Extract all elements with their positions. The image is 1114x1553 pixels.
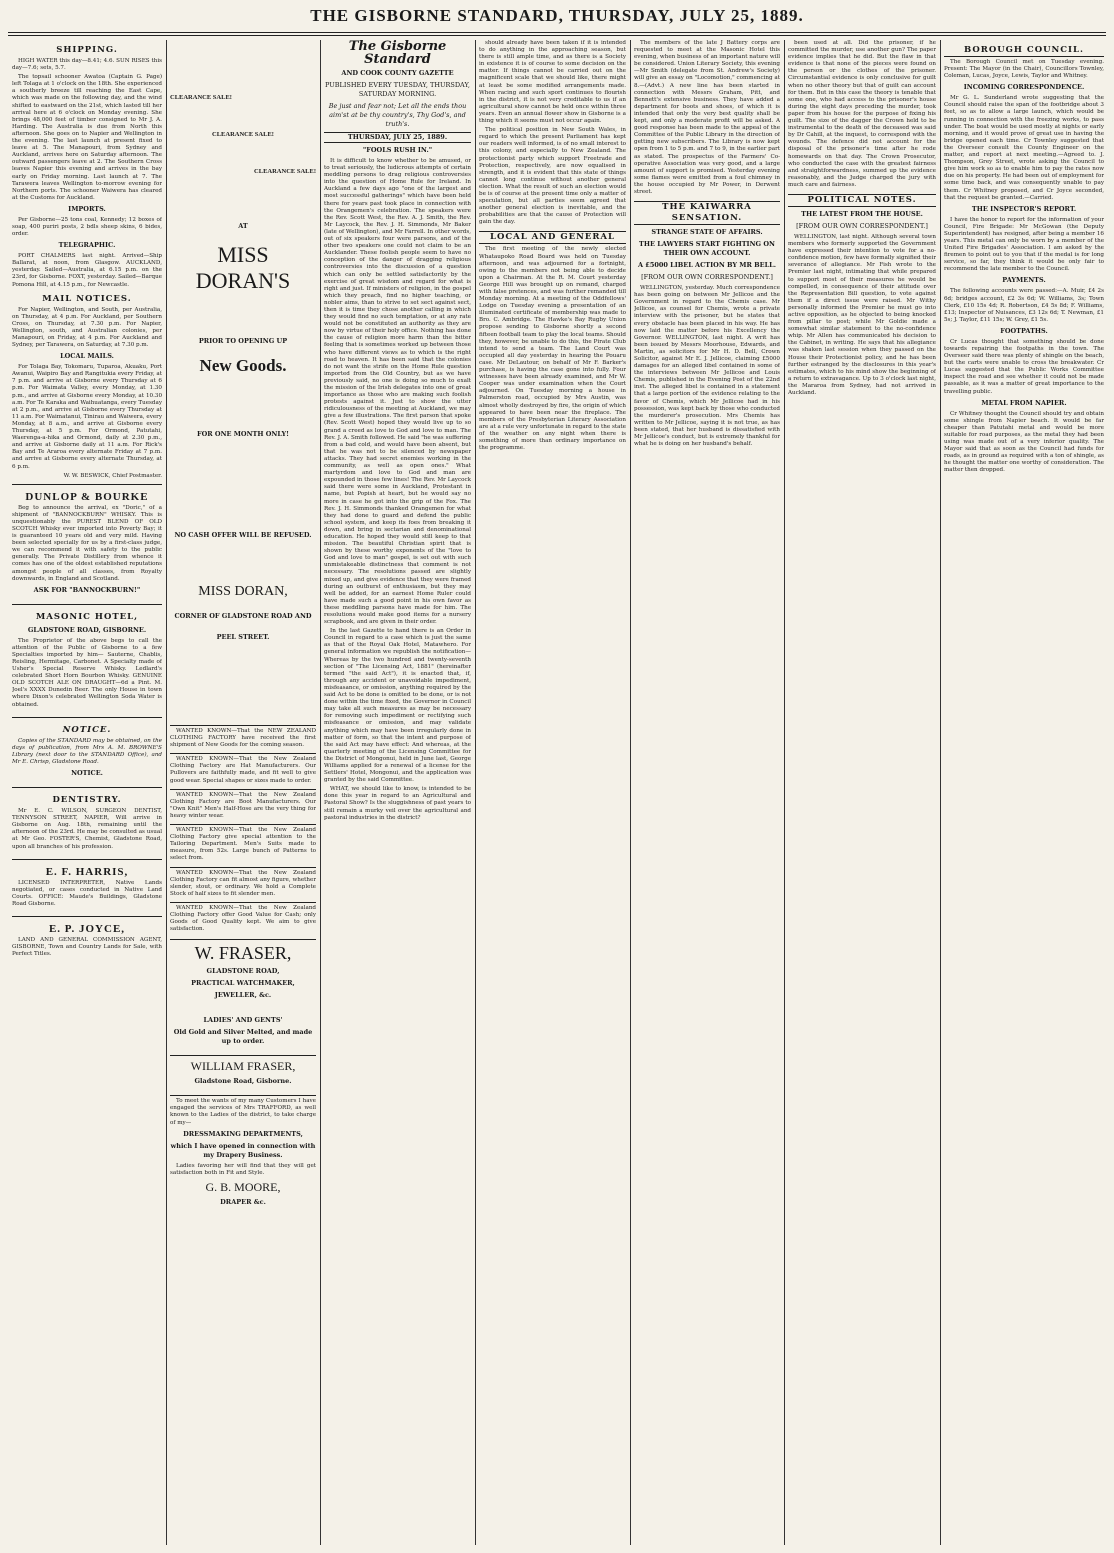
wanted-ad-4: WANTED KNOWN—That the New Zealand Clothing Factory give special attention to the Tailoring Department. Men's Suits made to measure, from 52s. Large bunch of Patterns to select from.: [170, 824, 316, 864]
mail-signature: W. W. BESWICK, Chief Postmaster.: [63, 472, 162, 479]
editorial-text-3: WHAT, we should like to know, is intended to be done this year in regard to an Agricultural and Pastoral Show? Is the sluggishness of past years to still remain a murky veil over the agricultural and pastoral industries in the district?: [324, 786, 471, 821]
william-sub: Gladstone Road, Gisborne.: [194, 1077, 292, 1086]
clearance-sale-1: CLEARANCE SALE!: [170, 94, 232, 101]
ladies-fit-text: Ladies favoring her will find that they will get satisfaction both in Fit and Style.: [170, 1162, 316, 1176]
notice-heading: NOTICE.: [62, 724, 112, 735]
at-text: AT: [238, 222, 248, 230]
metal-heading: METAL FROM NAPIER.: [981, 398, 1067, 407]
wanted-ad-1: WANTED KNOWN—That the NEW ZEALAND CLOTHING FACTORY have received the first shipment of New Goods for the coming season.: [170, 725, 316, 751]
harris-heading: E. F. HARRIS,: [45, 865, 129, 878]
kaiwarra-heading: THE KAIWARRA SENSATION.: [634, 201, 780, 225]
gold-text: Old Gold and Silver Melted, and made up to order.: [173, 1028, 313, 1046]
inspector-text: I have the honor to report for the information of your Council, Fire Brigade: Mr McGowan (the Deputy Superintendent) has resigned, after being a member 16 years. This metal can only be worn by a member of the United Fire Brigades' Association. I am asked by the firemen to point out to you that if the medal is for long service, so far, they think it would be only fair to recommend the late member to the Council.: [944, 216, 1104, 273]
notice2-heading: NOTICE.: [71, 769, 103, 778]
column-3: [324, 40, 471, 1545]
kaiwarra-corr: [FROM OUR OWN CORRESPONDENT.]: [641, 273, 773, 282]
miss-doran-heading: MISS DORAN,: [198, 584, 288, 599]
dunlop-heading: DUNLOP & BOURKE: [25, 490, 149, 503]
masthead-rule-2: [8, 35, 1106, 36]
publish-text: PUBLISHED EVERY TUESDAY, THURSDAY, SATURDAY MORNING.: [324, 81, 470, 98]
col4-text-1: should already have been taken if it is intended to do anything in the approaching season, but there is still ample time, and as there is a Society in existence it is of course to some decision on the matter. If things cannot be carried out on the magnificent scale that we should like, there might at least be some modified arrangements made. When racing and such sport continues to flourish in the district, it is not very creditable to us if an agricultural show cannot be held once within three years. Even an annual flower show in Gisborne is a thing which it seems must not occur again.: [479, 40, 626, 125]
fraser-heading: W. FRASER,: [194, 943, 292, 964]
kaiwarra-text: WELLINGTON, yesterday. Much correspondence has been going on between Mr Jellicoe and the Government in regard to the Chemis case. Mr Jellicoe, as counsel for Chemis, wrote a private interview with the prisoner, but he states that every obstacle has been placed in his way. He has now laid the matter before his Excellency the Governor. WELLINGTON, last night. A writ has been issued by Messrs Moorhouse, Edwards, and Martin, as solicitors for Mr H. D. Bell, Crown Solicitor, against Mr E. J. Jellicoe, claiming £5000 damages for an alleged libel contained in some of the interviews between Mr Jellicoe and Louis Chemis, published in the Evening Post of the 22nd inst. The alleged libel is contained in a statement that a large portion of the evidence relating to the favor of Chemis, which Mr Jellicoe had in his possession, was kept back by those who conducted the murderer's prosecution. Mrs Chemis has written to Mr Jellicoe, saying it is not true, as has been stated, that her husband is dissatisfied with Mr Jellicoe's conduct, but is extremely thankful for what he is doing on her husband's behalf.: [634, 285, 780, 448]
column-5: [634, 40, 780, 1545]
borough-heading: BOROUGH COUNCIL.: [944, 45, 1104, 57]
masthead-title: THE GISBORNE STANDARD, THURSDAY, JULY 25, 1889.: [310, 6, 804, 25]
footpaths-heading: FOOTPATHS.: [1000, 326, 1048, 335]
masthead-rule: [8, 32, 1106, 33]
metal-text: Cr Whitney thought the Council should try and obtain some shingle from Napier beach. It would be far cheaper than Patutahi metal and would be more suitable for road purposes, as the metal they had been using was made out of a very inferior quality. The Mayor said that as soon as the Council had funds for roads, as in ground as required with a ton of shingle, as he thought the matter one worthy of consideration. The matter then dropped.: [944, 410, 1104, 474]
fools-heading: "FOOLS RUSH IN.": [362, 146, 433, 154]
column-divider: [940, 40, 941, 1545]
jeweller-text: JEWELLER, &c.: [214, 991, 272, 1000]
clearance-sale-3: CLEARANCE SALE!: [254, 168, 316, 175]
masonic-heading: MASONIC HOTEL,: [35, 611, 139, 622]
col5-text-1: The members of the late J Battery corps are requested to meet at the Masonic Hotel this evening, when business of an important nature will be considered. Union Literary Society, this evening—Mr Smith (delegate from St. Andrew's Society) will give an essay on "Locomotion," commencing at 8.—(Advt.) A new line has been started in connection with Messrs Graham, Pitt, and Bennett's extensive business. They have added a department for boots and shoes, of which it is intended that only the very best quality shall be kept, and only a moderate profit will be asked. A good response has been made to the appeal of the Committee of the Public Library in the direction of getting new subscribers. The Library is now kept open from 1 to 5 p.m. and 7 to 9, in the earlier part as stated. The prospectus of the Farmers' Co-operative Association was very good, and a large amount of support is promised. Yesterday evening some flames were emitted from a foul chimney in the house occupied by Mr Power, in Derwent street.: [634, 40, 780, 195]
column-divider: [784, 40, 785, 1545]
joyce-text: LAND AND GENERAL COMMISSION AGENT, GISBORNE, Town and Country Lands for Sale, with Perfect Titles.: [12, 936, 162, 958]
paper-title: The Gisborne Standard: [348, 40, 447, 67]
tides-text: HIGH WATER this day—8.41; 4.6. SUN RISES this day—7.6; sets, 5.7.: [12, 58, 162, 72]
borough-text: The Borough Council met on Tuesday evening. Present: The Mayor (in the Chair), Councillors Townley, Coleman, Lucas, Joyce, Lewis, Taylor and Whitney.: [944, 59, 1104, 80]
dentistry-text: Mr E. C. WILSON, SURGEON DENTIST, TENNYSON STREET, NAPIER, Will arrive in Gisborne on Aug. 18th, remaining until the afternoon of the 23rd. He may be consulted as usual at Mr Geo. FOSTER'S, Chemist, Gladstone Road, upon all branches of his profession.: [12, 808, 162, 850]
local-general-text: The first meeting of the newly elected Whataupoko Road Board was held on Tuesday afternoon, and was adjourned for a fortnight, owing to the members not being able to decide upon a Chairman. At the R. M. Court yesterday George Hill was brought up on remand, charged with false pretences, and was further remanded till Monday morning. At a meeting of the Oddfellows' Lodge on Tuesday evening a presentation of an illuminated certificate of membership was made to Bro. C. Ambridge. The Hawke's Bay Rugby Union propose sending to Gisborne shortly a second fifteen football team to play the local teams. Should they, however, be unable to do this, the Pirate Club intend to send a team. The Land Court was occupied all day yesterday in hearing the Pouaru case. Mr DeLautour, on behalf of Mr F. Barker's purchase, is having the case gone into fully. Four witnesses have been already examined, and Mr W. Cooper was under examination when the Court adjourned. On Tuesday morning a house in Palmerston road, occupied by Mrs Austin, was almost wholly destroyed by fire, the origin of which appeared to have been near the fireplace. The members of the Presbyterian Literary Association are at a rule very unfortunate in regard to the state of the weather on any night when there is something of more than ordinary importance on the programme.: [479, 246, 626, 452]
column-divider: [475, 40, 476, 1545]
harris-text: LICENSED INTERPRETER, Native Lands negotiated, or cases conducted in Native Land Courts. OFFICE: Maude's Buildings, Gladstone Road Gisborne.: [12, 879, 162, 907]
miss-dorans-heading: MISS DORAN'S: [195, 242, 291, 293]
william-fraser-heading: WILLIAM FRASER,: [190, 1059, 296, 1074]
wanted-ad-3: WANTED KNOWN—That the New Zealand Clothing Factory are Boot Manufacturers. Our "Own Knit" Men's Half-Hose are the very thing for heavy winter wear.: [170, 789, 316, 822]
ask-for-text: ASK FOR "BANNOCKBURN!": [33, 585, 141, 594]
column-7: [944, 40, 1104, 1545]
col4-text-2: The political position in New South Wales, in regard to which the present Parliament has kept our readers well informed, is of no small interest to this colony, and especially to New Zealand. The protectionist party which support Freetrade and Protection, respectively, are now equalised in strength, and it is evident that this state of things cannot long continue without another general election. What the result of such an election would be is of course at the present time only a matter of speculation, but all parties seem agreed that another general election is inevitable, and the probabilities are that the cause of Protection will gain the day.: [479, 127, 626, 226]
column-divider: [320, 40, 321, 1545]
editorial-text-2: In the last Gazette to hand there is an Order in Council in regard to a case which is just the same as that of the Royal Oak Hotel, Matawhero. For general information we republish the notification—Whereas by the two hundred and twenty-seventh section of "The Licensing Act, 1881" (hereinafter termed "the said Act"), it is enacted that, if, through any accident or unavoidable impediment, misfeasance, or omission, anything required by the said Act to be done is omitted to be done, or is not done within the time fixed, the Governor in Council may take all such measures as may be necessary for removing such impediment or rectifying such misfeasance or omission, and may validate anything which may have been irregularly done in matter of form, so that the intent and purpose of the said Act may have effect: And whereas, at the quarterly meeting of the Licensing Committee for the District of Mongonui, held in June last, George Williams applied for a renewal of a license for the Settlers' Hotel, Mongonui, and the application was granted by the said Committee.: [324, 628, 471, 784]
fools-text: It is difficult to know whether to be amused, or to treat seriously, the ludicrous attempts of certain meddling persons to drag religious controversies into the question of Home Rule for Ireland. In Auckland a few days ago "one of the largest and most successful gatherings" which have been held there for years past took place in connection with the Orangemen's celebration. The speakers were the Rev. Scott West, the Rev. A. J. Smith, the Rev. Mr Laycock, the Rev. J. H. Simmonds, Mr Baker (late of Wellington), and Mr Farrell. In other words, out of six speakers four were parsons, and of the other two speakers one could not claim to be an Aucklander. These foolish people seem to have no conception of the danger of dragging religious controversies into the discussion of a question which can only be settled satisfactorily by the exercise of great wisdom and regard for what is right and just. If ministers of religion, in the gospel which they preach, find no higher teaching, or nobler aims, than to strive to set sect against sect, then it is time they chose another calling in which they would find no such temptation, or at any rate would not be constituted an authority as they are now by virtue of their holy office. Nothing has done the cause of religion more harm than the bitter feeling that is sometimes worked up between those who have different views as to which is the right road to heaven. It has been said that the colonies do not want the strife on the Home Rule question imported from the Old Country, but as we have previously said, no one is doing so much to exalt the mission of the Irish delegates into one of great importance as those who are making such foolish protests against it. Just to show the utter ridiculousness of the meeting at Auckland, we may give a few illustrations. The first parson that spoke (Rev. Scott West) hoped they would live up to so grand a creed as love to God and love to man. The Rev. J. A. Smith followed. He said "he was suffering from a bad cold, and would have been absent, but that he was not to be silenced by newspaper attacks. They had secret enemies working in the community, as well as open ones." What martyrdom and love to God and man are expounded in those few lines! The Rev. Mr Laycock said there were some in Auckland, Protestant in name, but Popish at heart, but he would say no more in case he got into the grip of the Fox. The Rev. J. H. Simmonds thanked Orangemen for what they had done to guard and defend the public school system, and keep its foes from breaking it down, and bring in sectarian and denominational education. He hoped they would still keep to that mission. The beautiful Christian spirit that is shown by these worthy exponents of the "love to God and love to man" gospel, is set out with such unmistakeable distinctness that comment is not necessary. The resolutions passed are slightly mixed up, and give evidence that they were framed during an outburst of enthusiasm, but they may well be added, for an earnest Home Ruler could have made such a good point in his own favor as these meddling parsons have made for him. The resolutions would make good items for a nursery scrapbook, and are given in their order.: [324, 158, 471, 626]
clearance-sale-2: CLEARANCE SALE!: [212, 131, 274, 138]
customers-text: To meet the wants of my many Customers I have engaged the services of Mrs TRAFFORD, as well known to the Ladies of the district, to take charge of my—: [170, 1098, 316, 1126]
dunlop-text: Beg to announce the arrival, ex "Doric," of a shipment of "BANNOCKBURN" WHISKY. This is unquestionably the PUREST BLEND OF OLD SCOTCH Whisky ever imported into Poverty Bay; it is guaranteed 10 years old and very mild. Having been selected specially for us by a first-class judge, we can recommend it with safety to the public generally. The Private Distillery from whence it comes has one of the oldest established reputations amongst people of all classes, from Royalty downwards, in England and Scotland.: [12, 504, 162, 582]
local-mails-heading: LOCAL MAILS.: [60, 352, 114, 361]
payments-text: The following accounts were passed:—A. Muir, £4 2s 6d; bridges account, £2 3s 6d; W. Williams, 3s; Town Clerk, £10 15s 4d; R. Robertson, £4 5s 8d; F. Williams, £13; Inspector of Nuisances, £3 12s 6d; T. Newman, £1 5s; J. Taylor, £11 15s; W. Grey, £1 5s.: [944, 288, 1104, 323]
column-1: [12, 40, 162, 1545]
imports-text: Per Gisborne—25 tons coal, Kennedy; 12 boxes of soap, 400 puriri posts, 2 bdls sheep skins, 6 bides, order.: [12, 216, 162, 238]
paper-subtitle: AND COOK COUNTY GAZETTE: [341, 69, 454, 77]
wanted-ad-6: WANTED KNOWN—That the New Zealand Clothing Factory offer Good Value for Cash; only Goods of Good Quality kept. We aim to give satisfaction.: [170, 902, 316, 935]
peel-text: PEEL STREET.: [216, 633, 270, 641]
masonic-text: The Proprietor of the above begs to call the attention of the Public of Gisborne to a few Specialties imported by him— Sauterne, Chablis, Reisling, Hermitage, Carbonet. A Specialty made of Usher's Special Reserve Whisky. Ledlard's celebrated Short Horn Bourbon Whisky. GENUINE OLD SCOTCH ALE ON DRAUGHT—6d a Pint. M. Joel's XXXX Dunedin Beer. The only House in town where Dixon's celebrated Wellington Soda Water is obtained.: [12, 637, 162, 708]
column-6: [788, 40, 936, 1545]
political-sub: THE LATEST FROM THE HOUSE.: [801, 209, 923, 218]
notice-text: Copies of the STANDARD may be obtained, on the days of publication, from Mrs A. M. BROWNE'S Library (next door to the STANDARD Office), and Mr E. Chrisp, Gladstone Road.: [12, 737, 162, 765]
kaiwarra-sub-3: A £5000 LIBEL ACTION BY MR BELL.: [637, 261, 777, 270]
one-month-text: FOR ONE MONTH ONLY!: [196, 430, 290, 438]
prior-text: PRIOR TO OPENING UP: [198, 337, 288, 345]
dentistry-heading: DENTISTRY.: [52, 795, 122, 806]
motto-text: Be just and fear not; Let all the ends thou aim'st at be thy country's, Thy God's, and truth's.: [328, 102, 467, 128]
political-corr: [FROM OUR OWN CORRESPONDENT.]: [796, 221, 928, 230]
column-divider: [630, 40, 631, 1545]
telegraphic-text: PORT CHALMERS last night. Arrived—Ship Ballarat, at noon, from Glasgow. AUCKLAND, yesterday. Sailed—Australia, at 6.15 p.m. on the 23rd, for Gisborne. FOXT, yesterday. Sailed—Barque Pomona Hill, at 4.15 p.m., for Newcastle.: [12, 253, 162, 288]
wanted-ad-2: WANTED KNOWN—That the New Zealand Clothing Factory are Hat Manufacturers. Our Pullovers are faithfully made, and fit well to give good wear. Special shapes or sizes made to order.: [170, 753, 316, 786]
issue-date: THURSDAY, JULY 25, 1889.: [324, 132, 471, 143]
watchmaker-text: PRACTICAL WATCHMAKER,: [191, 979, 295, 988]
political-heading: POLITICAL NOTES.: [788, 194, 936, 207]
local-general-heading: LOCAL AND GENERAL: [479, 231, 626, 244]
column-4: [479, 40, 626, 1545]
masonic-sub: GLADSTONE ROAD, GISBORNE.: [27, 625, 147, 634]
ladies-text: LADIES' AND GENTS': [203, 1016, 283, 1025]
political-text: WELLINGTON, last night. Although several town members who formerly supported the Government have expressed their intention to vote for a no-confidence motion, few have formally signified their severance of allegiance. Mr Fish wrote to the Premier last night, intimating that while prepared to support most of their measures he would be compelled, in consequence of their attitude over the Representation Bill question, to vote against them if a direct issue were raised. Mr Withy personally informed the Premier he must go into active opposition, as he objected to being knocked from pillar to post; while Mr Goldie made a somewhat similar statement to the no-confidence whip. Mr Allen has communicated his decision to the Cabinet, in writing. He says that his allegiance was shaken last session when they passed on the House their Protectionist policy, and he has been further estranged by the disclosures in this year's estimates, which to his mind show the beginning of a return to extravagance. Up to 3 o'clock last night, the Mararoa from Sydney, had not arrived in Auckland.: [788, 233, 936, 397]
payments-heading: PAYMENTS.: [1002, 276, 1046, 285]
wanted-ad-5: WANTED KNOWN—That the New Zealand Clothing Factory can fit almost any figure, whether slender, stout, or ordinary. We hold a Complete Stock of half sizes to fit slender men.: [170, 867, 316, 900]
mail-text: For Napier, Wellington, and South, per Australia, on Thursday, at 4 p.m. For Auckland, per Southern Cross, on Thursday, at 7.30 p.m. For Napier, Wellington, south, and Australian colonies, per Manapouri, on Friday, at 4 p.m. For Auckland and Sydney, per Tarawera, on Saturday, at 7.30 p.m.: [12, 306, 162, 349]
column-divider: [166, 40, 167, 1545]
draper-text: DRAPER &c.: [220, 1197, 266, 1206]
kaiwarra-sub-2: THE LAWYERS START FIGHTING ON THEIR OWN ACCOUNT.: [639, 240, 775, 258]
local-mails-text: For Tolaga Bay, Tokomaru, Tuparoa, Akuaku, Port Awanui, Waipiro Bay and Rangitukia every Friday, at 7 p.m. and arrive at Gisborne every Thursday at 6 p.m. For Waimata Valley, every Monday, at 1.30 p.m., and arrive at Gisborne every Monday, at 10.30 a.m. For Te Karaka and Waihuatanga, every Tuesday at 2 p.m., and arrive at Gisborne every Thursday at 11 a.m. For Waimatanui, Tinirau and Waiwera, every Monday, at 8 a.m., and arrive at Gisborne every Thursday, at 5 p.m. For Ormond, Patutahi, Waerenga-a-hika and Ormond, daily at 2.30 p.m., and arrive at Gisborne daily at 11 a.m. For Rick's Bay and Te Araroa every alternate Friday at 7 p.m. and arrive at Gisborne every alternate Thursday, at 6 p.m.: [12, 364, 162, 470]
col6-text-1: been used at all. Did the prisoner, if he committed the murder, use another gun? The paper evidence implies that he did. But the flaw in that evidence is that none of the pieces were found on the person or the clothes of the prisoner. Circumstantial evidence is only conclusive for guilt when no other theory but that of guilt can account for them. But in this case the theory is tenable that some one, who had access to the prisoner's house during the eight days preceding the murder, took paper from his house for the purpose of fixing his guilt. The size of the dagger the Crown held to be instrumental to the death of the deceased was said by Dr Cahill, at the inquest, to correspond with the wounds. The defence did not account for the disposal of the prisoner's time after he rode homewards on that day. The Crown Prosecutor, who conducted the case with the greatest fairness and straightforwardness, summed up the evidence reasonably, and the Judge charged the jury with much care and fairness.: [788, 40, 936, 188]
new-goods-heading: New Goods.: [199, 356, 287, 375]
footpaths-text: Cr Lucas thought that something should be done towards repairing the footpaths in the town. The Overseer said there was plenty of shingle on the beach, but the carts were unable to cross the breakwater. Cr Lucas suggested that the Public Works Committee inspect the road and see whether it could not be made passable, as it was a matter of great importance to the travelling public.: [944, 338, 1104, 395]
column-2: [170, 40, 316, 1545]
dressmaking-text: DRESSMAKING DEPARTMENTS,: [183, 1129, 303, 1138]
no-cash-text: NO CASH OFFER WILL BE REFUSED.: [174, 531, 312, 539]
telegraphic-heading: TELEGRAPHIC.: [58, 241, 116, 250]
joyce-heading: E. P. JOYCE,: [48, 922, 126, 935]
imports-heading: IMPORTS.: [68, 204, 106, 213]
shipping-text: The topsail schooner Awatoa (Captain G. Page) left Tolaga at 1 o'clock on the 18th. She experienced a southerly breeze till reaching the East Cape, which was made on the following day, and the wind shifted to eastward on the 21st, which lasted till her arrival here at 6 o'clock on Monday evening. She brings 48,000 feet of timber consigned to Mr J. A. Harding. The Australia is due from North this afternoon. She goes on to Napier and Wellington in the evening. The last launch at present fixed to leave at 5. The Manapouri, from Sydney and Auckland, arrives here on Saturday afternoon. The outward passengers leave at 2. The Southern Cross leaves Napier this evening and arrives in the bay early on Friday morning. Last launch at 7. The Tarawera leaves Wellington to-morrow evening for Northern ports. The schooner Waiwera has cleared at the Customs for Auckland.: [12, 74, 162, 201]
fraser-sub: GLADSTONE ROAD,: [206, 967, 280, 976]
corner-text: CORNER OF GLADSTONE ROAD AND: [174, 612, 312, 620]
moore-heading: G. B. MOORE,: [205, 1179, 281, 1194]
incoming-text: Mr G. L. Sunderland wrote suggesting that the Council should raise the span of the footbridge about 3 feet, so as to allow a large launch, which would be running in connection with the freezing works, to pass under. The boat would be used mostly at nights or early morning, and it would prove of great use in having the bridge opened each time. Cr Townley suggested that the Overseer consult the County Engineer on the matter, and report at next meeting.—Agreed to. J. Thompson, Grey Street, wrote asking the Council to give him work so as to enable him to pay the rates now due on his property. He had been out of employment for some time back, and was consequently unable to pay them. Cr Whitney proposed, and Cr Joyce seconded, that the request be granted.—Carried.: [944, 95, 1104, 201]
mail-heading: MAIL NOTICES.: [42, 293, 132, 304]
shipping-heading: SHIPPING.: [56, 45, 118, 55]
incoming-heading: INCOMING CORRESPONDENCE.: [963, 83, 1085, 92]
kaiwarra-sub-1: STRANGE STATE OF AFFAIRS.: [651, 228, 763, 237]
inspector-heading: THE INSPECTOR'S REPORT.: [971, 204, 1077, 213]
drapery-text: which I have opened in connection with my Drapery Business.: [170, 1141, 316, 1159]
